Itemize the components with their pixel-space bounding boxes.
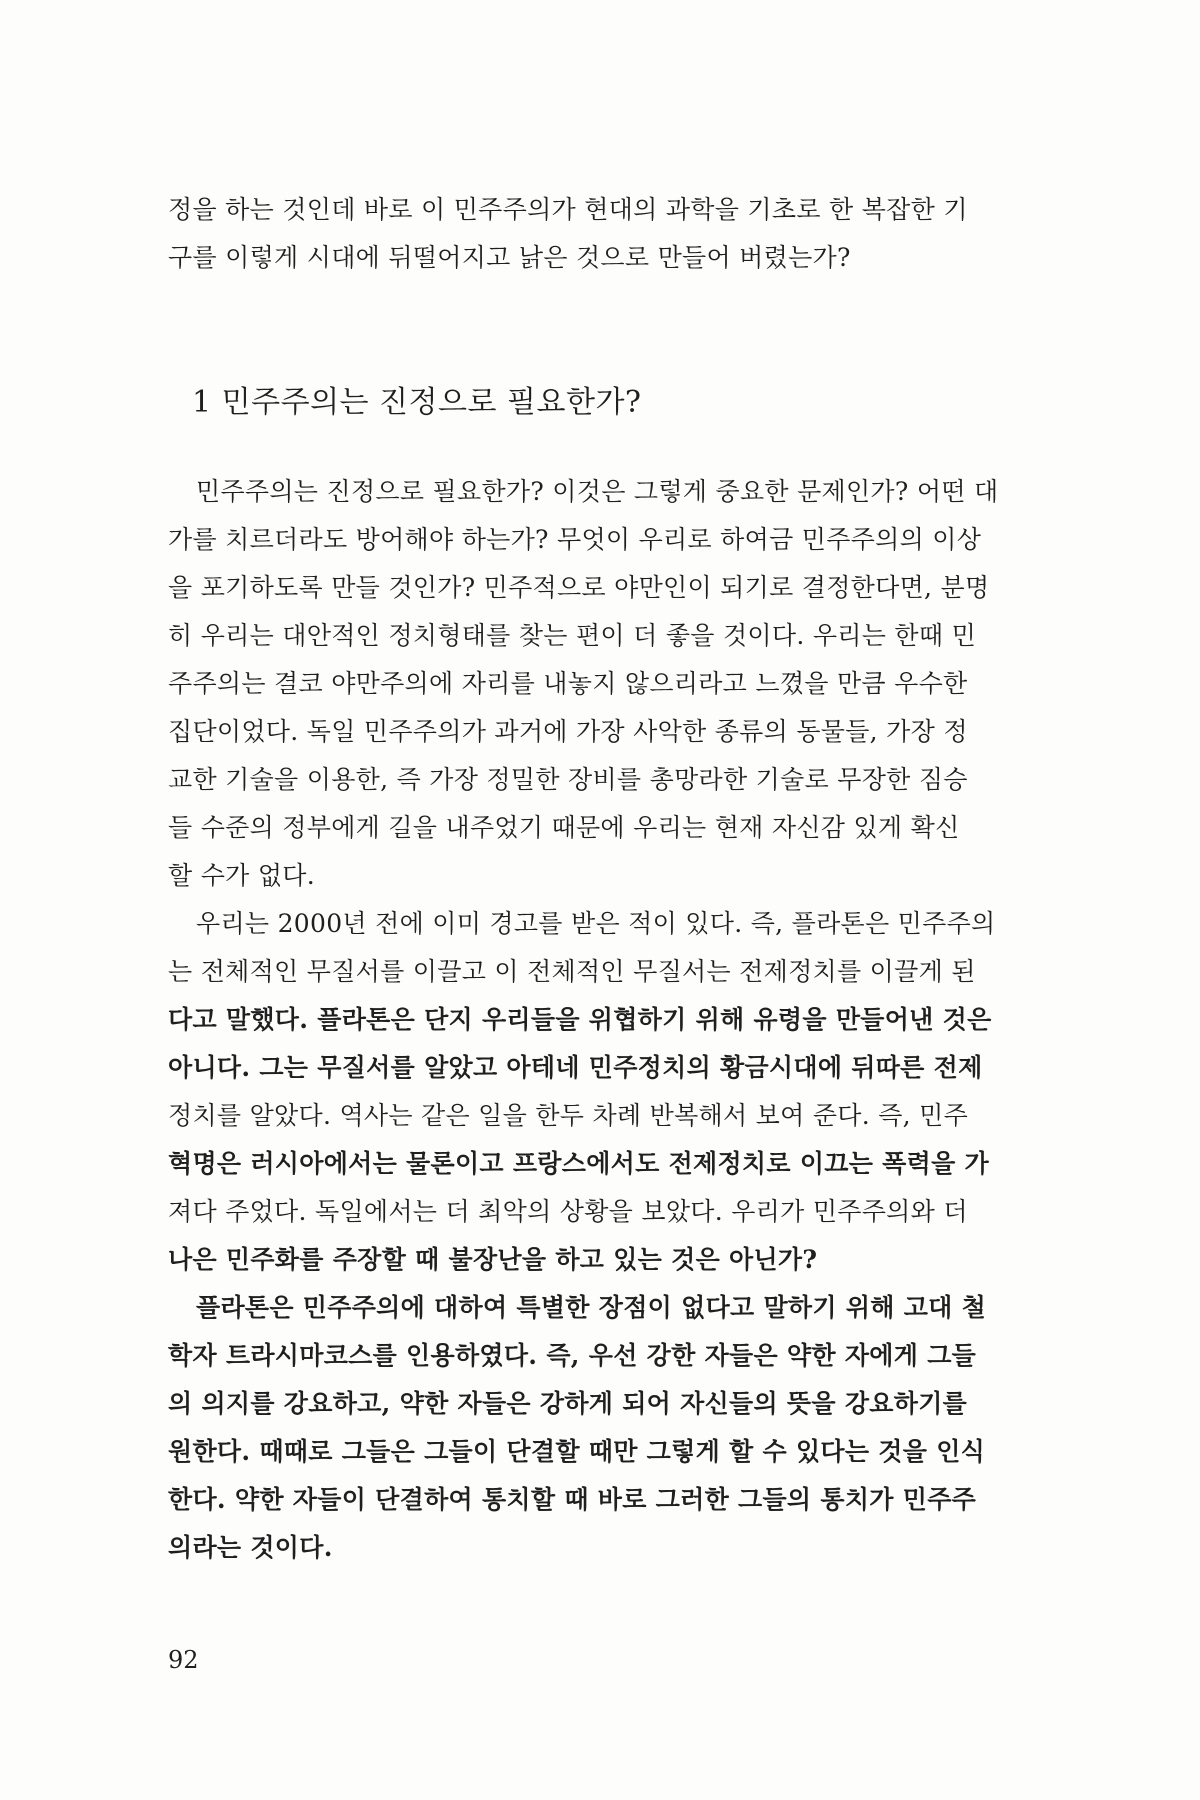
body-line: 집단이었다. 독일 민주주의가 과거에 가장 사악한 종류의 동물들, 가장 정	[168, 717, 968, 746]
body-line: 의라는 것이다.	[168, 1533, 333, 1562]
body-line: 을 포기하도록 만들 것인가? 민주적으로 야만인이 되기로 결정한다면, 분명	[168, 573, 990, 602]
body-line: 의 의지를 강요하고, 약한 자들은 강하게 되어 자신들의 뜻을 강요하기를	[168, 1389, 968, 1418]
body-line: 가를 치르더라도 방어해야 하는가? 무엇이 우리로 하여금 민주주의의 이상	[168, 525, 982, 554]
body-line: 다고 말했다. 플라톤은 단지 우리들을 위협하기 위해 유령을 만들어낸 것은	[168, 1005, 992, 1034]
body-line: 주주의는 결코 야만주의에 자리를 내놓지 않으리라고 느꼈을 만큼 우수한	[168, 669, 968, 698]
body-line: 들 수준의 정부에게 길을 내주었기 때문에 우리는 현재 자신감 있게 확신	[168, 813, 960, 842]
body-line: 나은 민주화를 주장할 때 불장난을 하고 있는 것은 아닌가?	[168, 1245, 818, 1274]
body-line: 아니다. 그는 무질서를 알았고 아테네 민주정치의 황금시대에 뒤따른 전제	[168, 1053, 983, 1082]
body-line: 플라톤은 민주주의에 대하여 특별한 장점이 없다고 말하기 위해 고대 철	[196, 1293, 987, 1322]
body-line: 우리는 2000년 전에 이미 경고를 받은 적이 있다. 즉, 플라톤은 민주주의	[196, 909, 996, 938]
body-line: 져다 주었다. 독일에서는 더 최악의 상황을 보았다. 우리가 민주주의와 더	[168, 1197, 968, 1226]
body-line: 한다. 약한 자들이 단결하여 통치할 때 바로 그러한 그들의 통치가 민주주	[168, 1485, 977, 1514]
body-line: 민주주의는 진정으로 필요한가? 이것은 그렇게 중요한 문제인가? 어떤 대	[196, 477, 999, 506]
intro-line: 정을 하는 것인데 바로 이 민주주의가 현대의 과학을 기초로 한 복잡한 기	[168, 195, 968, 224]
body-line: 는 전체적인 무질서를 이끌고 이 전체적인 무질서는 전제정치를 이끌게 된	[168, 957, 976, 986]
body-line: 히 우리는 대안적인 정치형태를 찾는 편이 더 좋을 것이다. 우리는 한때 민	[168, 621, 977, 650]
body-line: 교한 기술을 이용한, 즉 가장 정밀한 장비를 총망라한 기술로 무장한 짐승	[168, 765, 968, 794]
body-line: 원한다. 때때로 그들은 그들이 단결할 때만 그렇게 할 수 있다는 것을 인식	[168, 1437, 986, 1466]
body-line: 혁명은 러시아에서는 물론이고 프랑스에서도 전제정치로 이끄는 폭력을 가	[168, 1149, 989, 1178]
body-line: 학자 트라시마코스를 인용하였다. 즉, 우선 강한 자들은 약한 자에게 그들	[168, 1341, 977, 1370]
page-number: 92	[168, 1646, 199, 1674]
intro-line: 구를 이렇게 시대에 뒤떨어지고 낡은 것으로 만들어 버렸는가?	[168, 243, 851, 272]
body-line: 할 수가 없다.	[168, 861, 315, 890]
body-line: 정치를 알았다. 역사는 같은 일을 한두 차례 반복해서 보여 준다. 즉, 민주	[168, 1101, 969, 1130]
section-heading: 1 민주주의는 진정으로 필요한가?	[192, 385, 642, 420]
